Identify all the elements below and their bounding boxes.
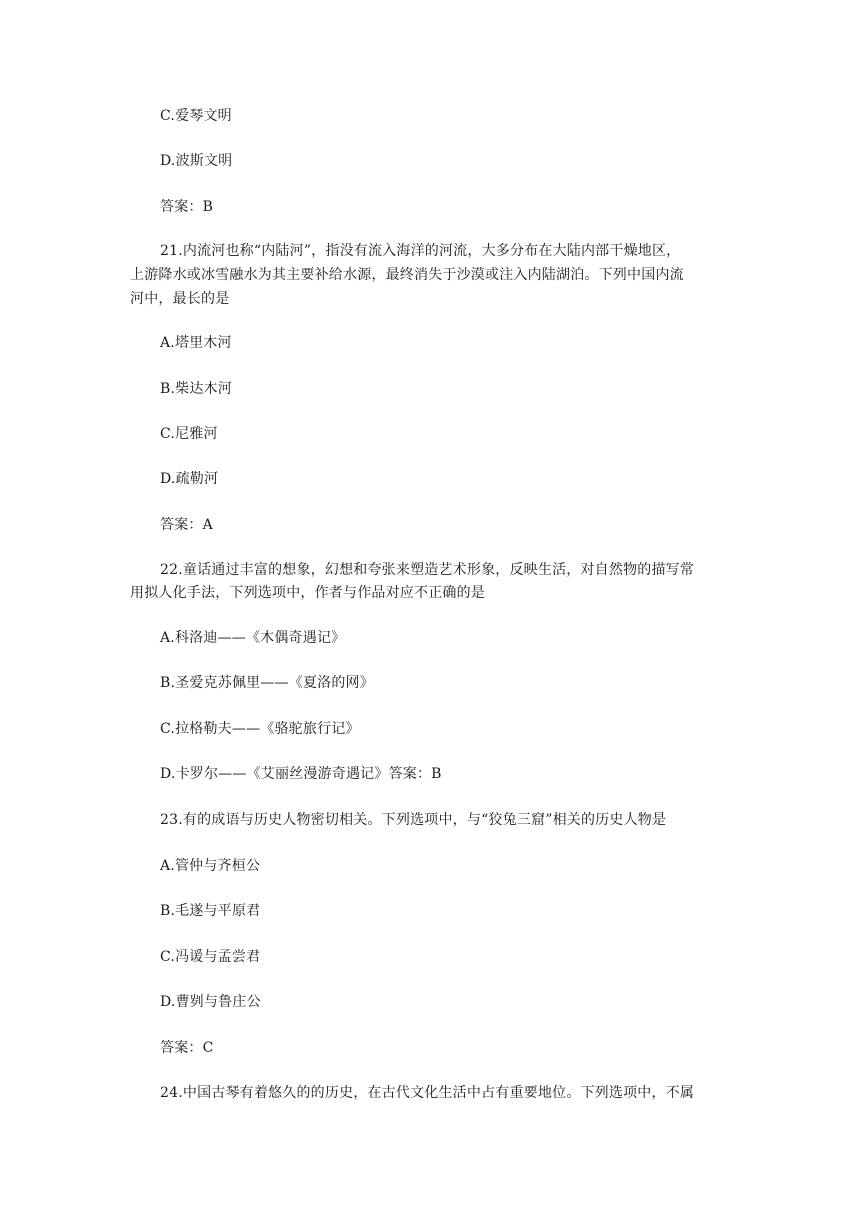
question-22-line-2: 用拟人化手法，下列选项中，作者与作品对应不正确的是 (130, 585, 485, 601)
question-24-line-1: 24.中国古琴有着悠久的的历史，在古代文化生活中占有重要地位。下列选项中，不属 (160, 1085, 695, 1101)
option-b-q22: B.圣爱克苏佩里——《夏洛的网》 (160, 675, 374, 691)
option-c-q23: C.冯谖与孟尝君 (160, 949, 261, 965)
option-c-q20: C.爱琴文明 (160, 108, 232, 124)
answer-q21: 答案：A (160, 517, 213, 533)
option-c-q21: C.尼雅河 (160, 426, 218, 442)
option-c-q22: C.拉格勒夫——《骆驼旅行记》 (160, 721, 360, 737)
option-b-q23: B.毛遂与平原君 (160, 903, 261, 919)
option-d-q22-with-answer: D.卡罗尔——《艾丽丝漫游奇遇记》答案：B (160, 766, 442, 782)
option-b-q21: B.柴达木河 (160, 381, 232, 397)
option-d-q21: D.疏勒河 (160, 471, 219, 487)
option-d-q23: D.曹刿与鲁庄公 (160, 994, 261, 1010)
option-d-q20: D.波斯文明 (160, 153, 233, 169)
question-21-line-3: 河中，最长的是 (130, 291, 230, 307)
answer-q20: 答案：B (160, 199, 214, 215)
question-23: 23.有的成语与历史人物密切相关。下列选项中，与“狡兔三窟”相关的历史人物是 (160, 812, 667, 828)
option-a-q21: A.塔里木河 (160, 335, 232, 351)
answer-q23: 答案：C (160, 1040, 214, 1056)
option-a-q22: A.科洛迪——《木偶奇遇记》 (160, 630, 346, 646)
question-21-line-1: 21.内流河也称“内陆河”，指没有流入海洋的河流，大多分布在大陆内部干燥地区， (160, 243, 681, 259)
question-21-line-2: 上游降水或冰雪融水为其主要补给水源，最终消失于沙漠或注入内陆湖泊。下列中国内流 (130, 267, 684, 283)
option-a-q23: A.管仲与齐桓公 (160, 858, 261, 874)
question-22-line-1: 22.童话通过丰富的想象，幻想和夸张来塑造艺术形象，反映生活，对自然物的描写常 (160, 562, 695, 578)
